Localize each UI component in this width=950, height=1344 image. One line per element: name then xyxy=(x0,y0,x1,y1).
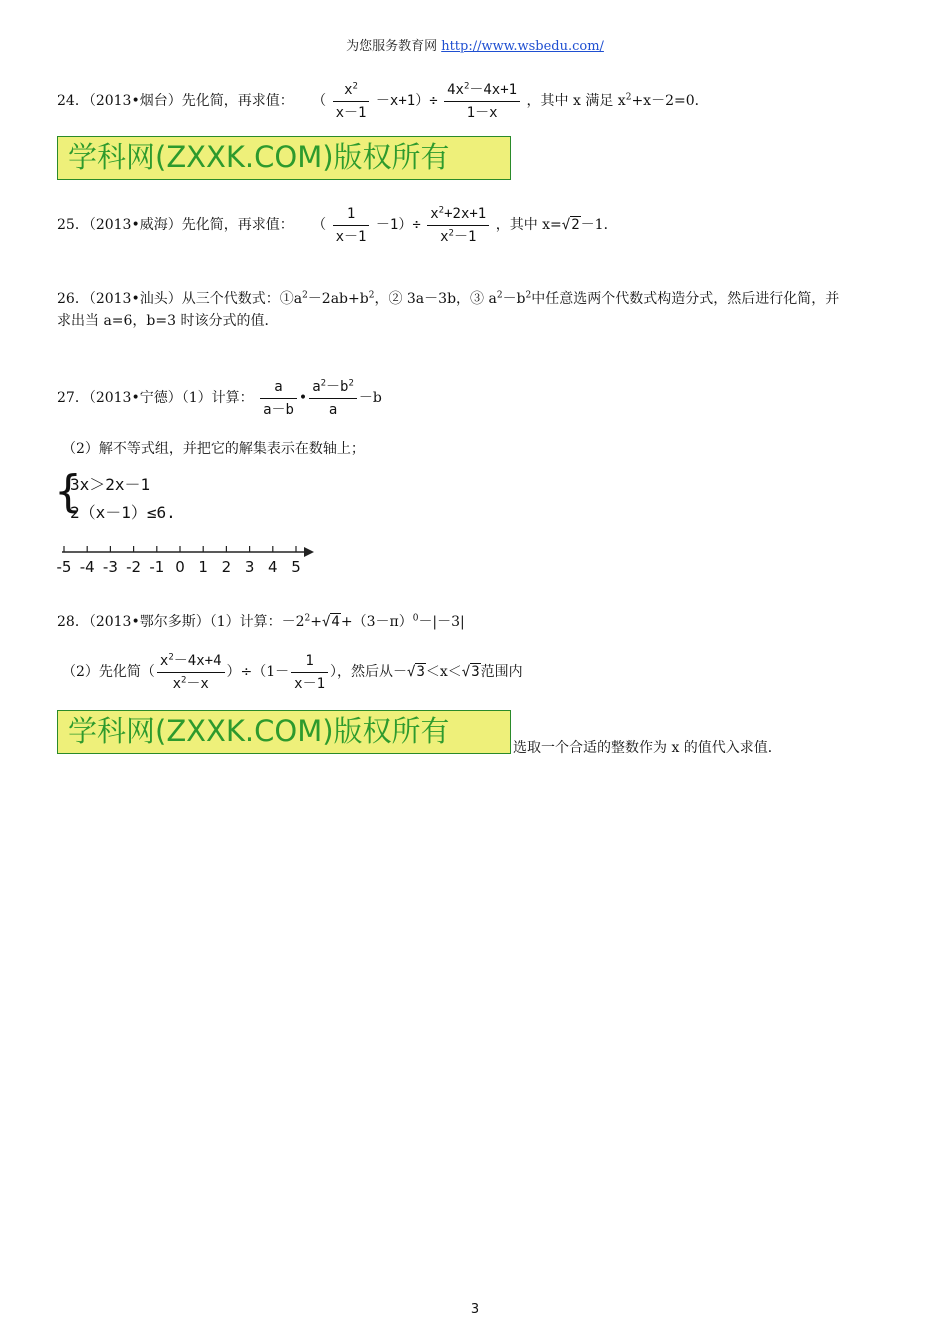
q28-radicand: 4 xyxy=(331,614,340,630)
banner-text: 学科网(ZXXK.COM)版权所有 xyxy=(68,140,450,174)
q27-fraction-2 xyxy=(309,378,357,419)
q27-ineq-2-text: 2（x－1）≤6 xyxy=(70,503,167,522)
q28-num2: 1 xyxy=(305,652,314,669)
q27-den2: a xyxy=(309,398,357,419)
q25-mid: －1）÷ xyxy=(375,217,421,233)
number-line-arrow-icon xyxy=(304,547,314,557)
number-line-label: -2 xyxy=(126,558,142,576)
q28-mid: ）÷（1－ xyxy=(226,664,290,680)
left-brace-icon: { xyxy=(54,466,82,517)
q28-num1b: －4x+4 xyxy=(173,652,222,669)
q27-ineq-2 xyxy=(70,500,176,523)
q25-fraction-2 xyxy=(427,205,489,246)
q25-num2b: +2x+1 xyxy=(444,205,487,222)
q24-num2-exp: 2 xyxy=(463,80,470,91)
number-line-label: -3 xyxy=(102,558,118,576)
copyright-banner-2 xyxy=(57,710,511,754)
q26-text-c: ，② 3a－3b，③ a xyxy=(374,291,497,307)
q24-den2: 1－x xyxy=(444,101,520,122)
q24-num1: x xyxy=(344,81,353,98)
copyright-banner xyxy=(57,136,511,180)
q24-fraction-1 xyxy=(333,81,370,122)
q26-exp4: 2 xyxy=(525,290,532,301)
q26-exp1: 2 xyxy=(302,290,308,301)
q28-den1a: x xyxy=(172,675,181,692)
question-25 xyxy=(57,200,618,250)
number-line-label: 5 xyxy=(291,558,301,576)
q25-num2-exp: 2 xyxy=(438,204,445,215)
q25-den1: x－1 xyxy=(333,225,370,246)
q28-lt: ＜x＜ xyxy=(425,664,462,680)
q28-part-2 xyxy=(62,646,523,698)
q24-num1-exp: 2 xyxy=(352,80,358,91)
q28-sqrt-3a: √3 xyxy=(407,664,425,680)
q25-den2a: x xyxy=(440,228,449,245)
question-24 xyxy=(57,76,709,126)
q24-tail-b: +x－2=0． xyxy=(631,93,709,109)
q25-num1: 1 xyxy=(346,205,356,222)
q25-radicand: 2 xyxy=(571,217,580,233)
q28-rad3: 3 xyxy=(471,664,480,680)
q24-num2b: －4x+1 xyxy=(469,81,518,98)
q26-text-e: 中任意选两个代数式构造分式，然后进行化简，并 xyxy=(531,291,840,307)
q27-num2a: a xyxy=(312,378,321,395)
q28-plus: + xyxy=(310,614,322,630)
q25-label: 25．（2013•威海）先化简，再求值： xyxy=(57,217,294,233)
number-line xyxy=(56,540,326,580)
q28-label: 28．（2013•鄂尔多斯）（1）计算：－2 xyxy=(57,614,305,630)
q28-tail-b: －|－3| xyxy=(418,614,465,630)
q28-mid2: ），然后从－ xyxy=(330,664,407,680)
q26-line-1 xyxy=(57,288,839,310)
q27-tail: －b xyxy=(358,390,382,406)
q25-den2-exp: 2 xyxy=(448,227,454,238)
q28-num1a: x xyxy=(159,652,169,669)
q27-ineq-end: . xyxy=(166,503,176,522)
q25-tail: ，其中 x= xyxy=(495,217,562,233)
q24-mid: －x+1）÷ xyxy=(375,93,438,109)
q24-num2a: 4x xyxy=(447,81,464,98)
q26-text-d: －b xyxy=(502,291,526,307)
number-line-label: 1 xyxy=(198,558,208,576)
q28-sqrt-3b: √3 xyxy=(461,664,480,680)
number-line-label: -4 xyxy=(79,558,95,576)
q28-fraction-2 xyxy=(291,652,328,693)
q26-exp2: 2 xyxy=(368,290,375,301)
number-line-label: 3 xyxy=(244,558,255,576)
q28-den2: x－1 xyxy=(291,672,328,693)
q24-fraction-2 xyxy=(444,81,520,122)
question-26 xyxy=(57,288,839,332)
q27-part-2: （2）解不等式组，并把它的解集表示在数轴上； xyxy=(62,441,365,457)
q24-open-paren: （ xyxy=(312,93,327,109)
number-line-label: -5 xyxy=(56,558,72,576)
number-line-label: 4 xyxy=(268,558,278,576)
q28-tail2: 范围内 xyxy=(480,664,523,680)
q27-dot: • xyxy=(298,390,308,406)
q25-open-paren: （ xyxy=(312,217,327,233)
question-27 xyxy=(57,374,382,422)
q24-tail: ，其中 x 满足 x xyxy=(526,93,626,109)
q27-label: 27．（2013•宁德）（1）计算： xyxy=(57,390,254,406)
q26-line-2: 求出当 a=6，b=3 时该分式的值． xyxy=(57,313,279,329)
q25-num2a: x xyxy=(430,205,439,222)
number-line-label: -1 xyxy=(149,558,165,576)
q27-num2-exp: 2 xyxy=(320,377,327,388)
q27-ineq-1: 3x＞2x－1 xyxy=(70,475,151,494)
q27-fraction-1 xyxy=(260,378,297,419)
q28-sqrt-4: √4 xyxy=(321,614,340,630)
q24-label: 24．（2013•烟台）先化简，再求值： xyxy=(57,93,294,109)
q26-exp3: 2 xyxy=(496,290,503,301)
q24-den1: x－1 xyxy=(333,101,370,122)
banner-text-2: 学科网(ZXXK.COM)版权所有 xyxy=(68,714,450,748)
q28-fraction-1 xyxy=(157,652,225,693)
q28-den1-exp: 2 xyxy=(181,674,187,685)
q27-num2-exp2: 2 xyxy=(348,377,354,388)
q25-fraction-1 xyxy=(333,205,370,246)
q28-num1-exp: 2 xyxy=(168,651,174,662)
q28-den1b: －x xyxy=(186,675,209,692)
number-line-label: 0 xyxy=(175,558,185,576)
q27-num2b: －b xyxy=(326,378,349,395)
q27-num1: a xyxy=(274,378,283,395)
q28-p2-label: （2）先化简（ xyxy=(62,664,155,680)
q25-tail-b: －1． xyxy=(580,217,618,233)
q25-den2b: －1 xyxy=(453,228,477,245)
q28-rad2: 3 xyxy=(416,664,425,680)
header-text: 为您服务教育网 xyxy=(346,39,442,54)
q26-text-a: 26．（2013•汕头）从三个代数式：①a xyxy=(57,291,303,307)
question-28 xyxy=(57,610,465,634)
q24-tail-exp: 2 xyxy=(625,92,632,103)
q28-line-3: 选取一个合适的整数作为 x 的值代入求值． xyxy=(513,740,782,756)
page-header xyxy=(0,35,950,54)
q28-tail: +（3－π） xyxy=(340,614,413,630)
number-line-label: 2 xyxy=(221,558,232,576)
q28-exp1: 2 xyxy=(304,613,311,624)
q26-text-b: －2ab+b xyxy=(307,291,369,307)
q27-den1: a－b xyxy=(260,398,297,419)
header-link[interactable]: http://www.wsbedu.com/ xyxy=(441,39,604,54)
q25-sqrt: √2 xyxy=(561,217,580,233)
q28-exp2: 0 xyxy=(412,613,419,624)
page-number: 3 xyxy=(470,1302,480,1317)
